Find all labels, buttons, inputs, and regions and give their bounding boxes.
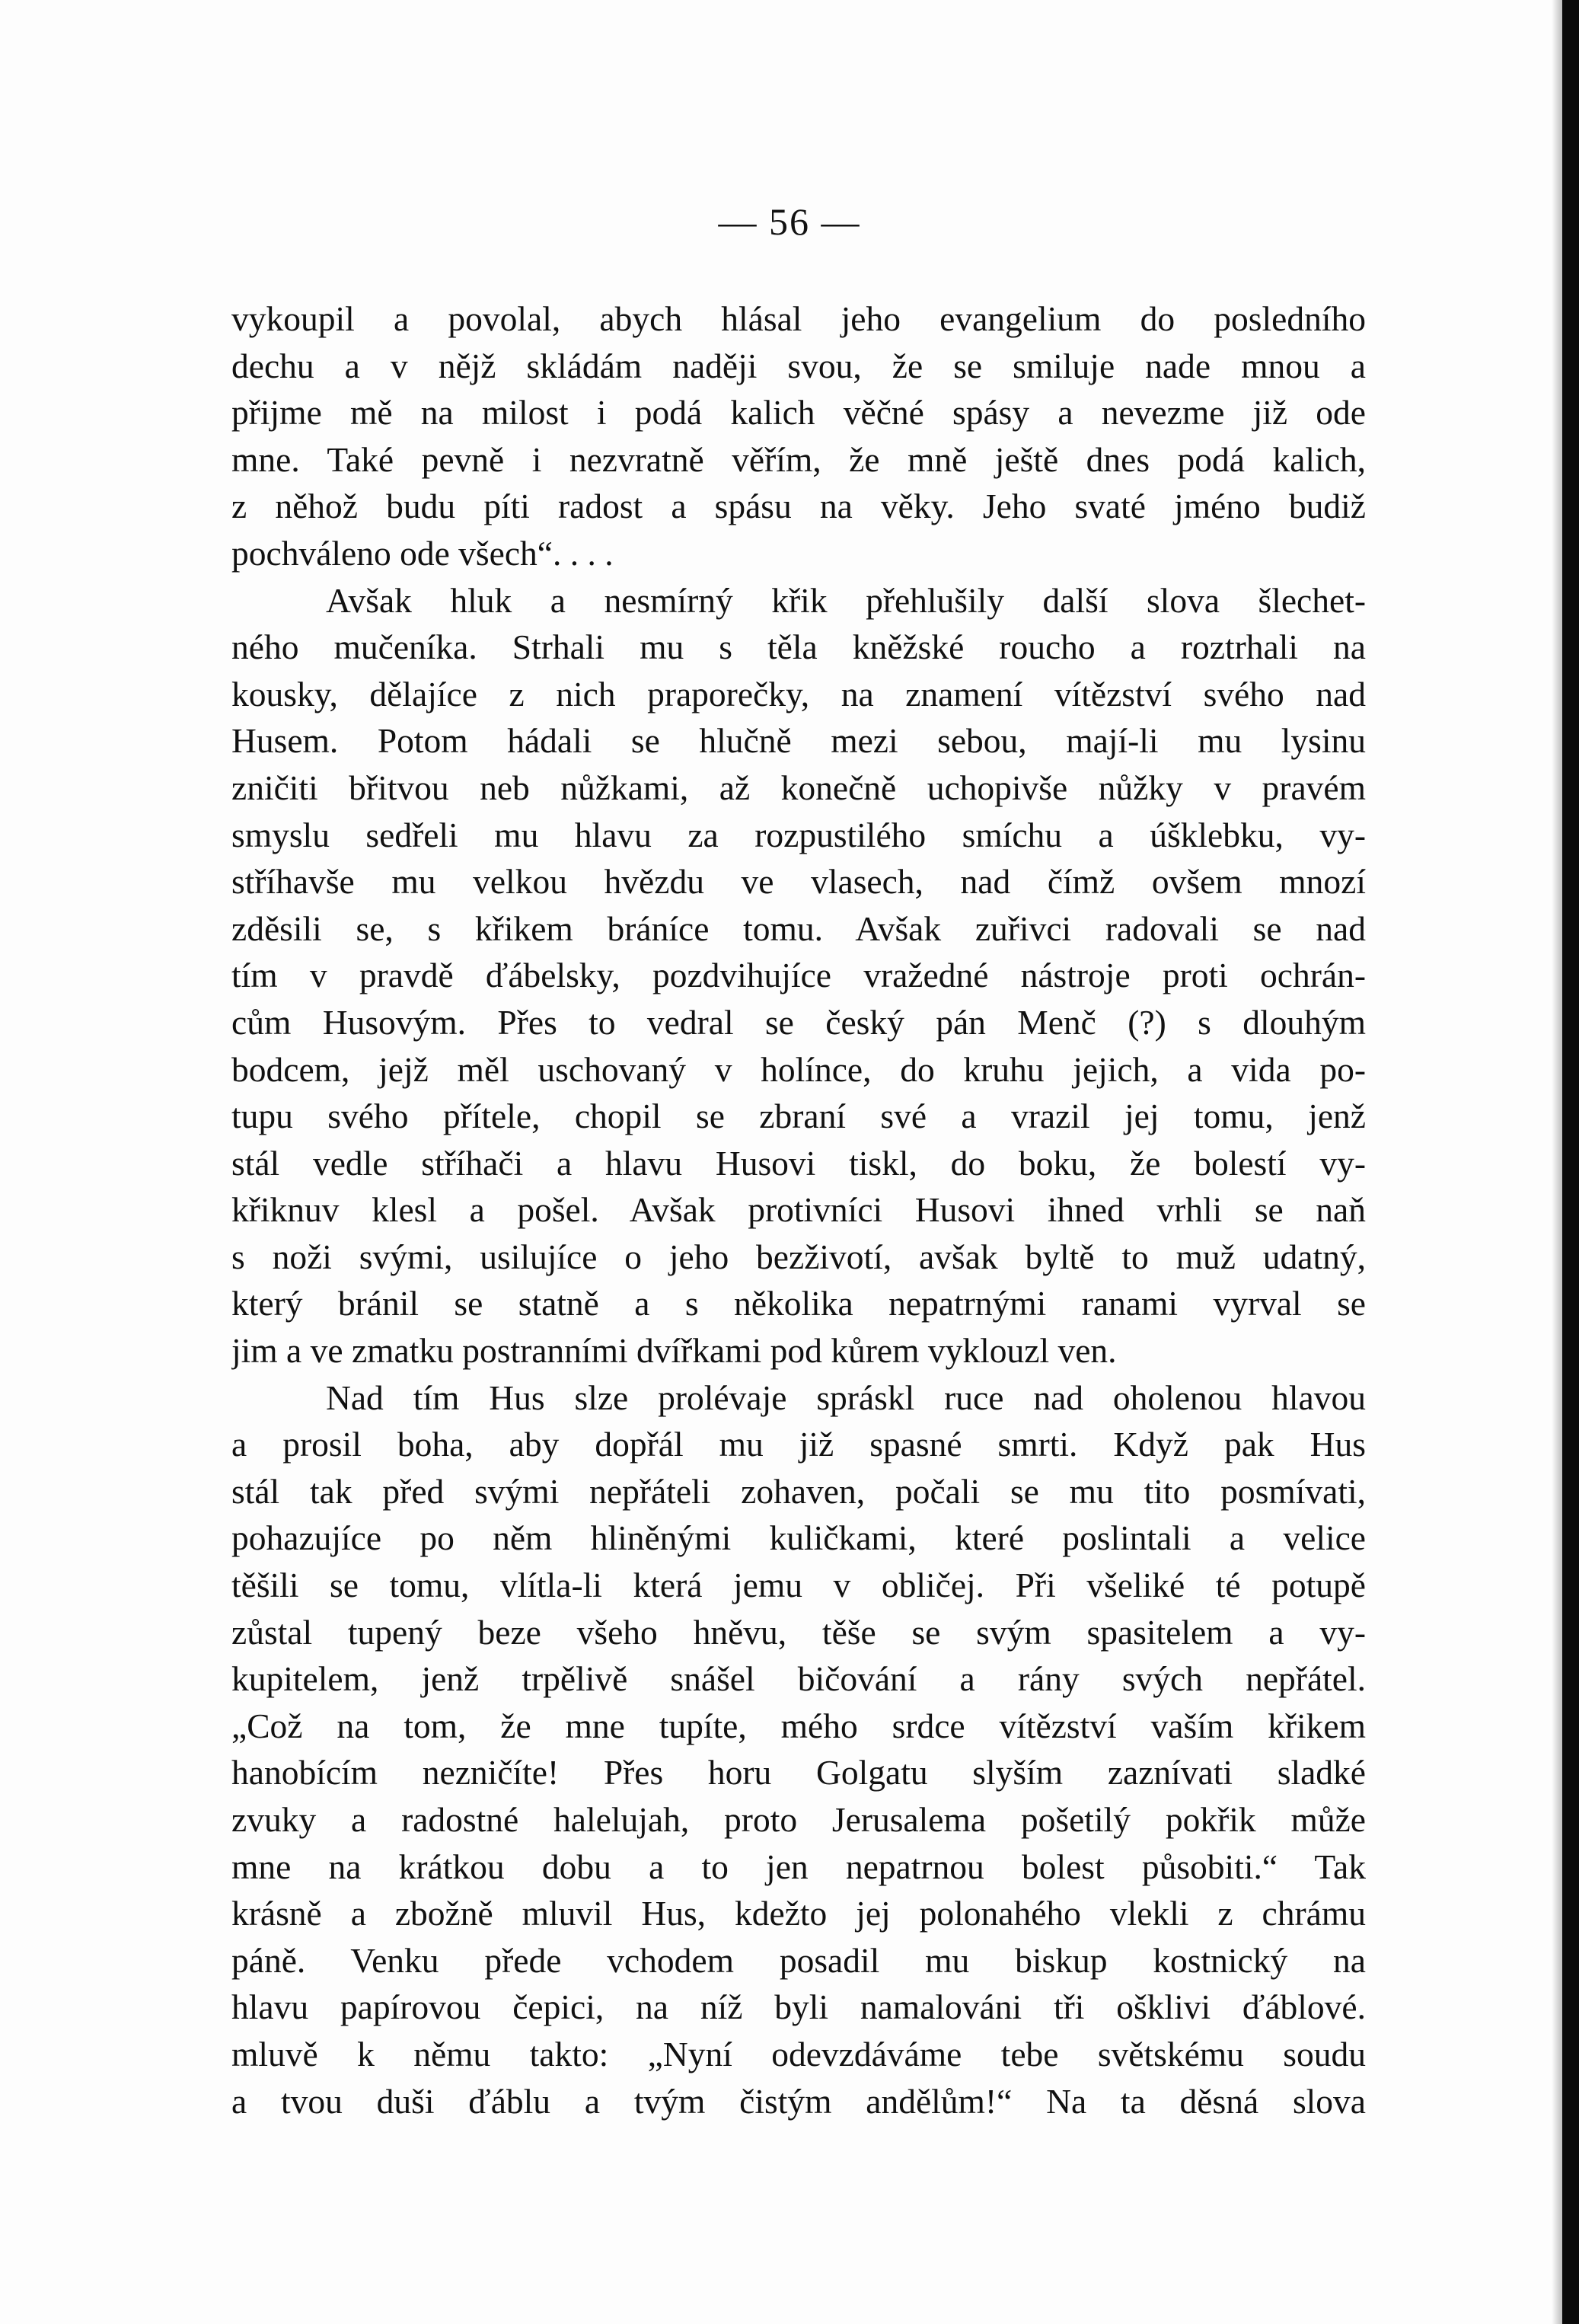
text-line: a prosil boha, aby dopřál mu již spasné smrti. Když pak Hus — [231, 1425, 1366, 1464]
text-line: křiknuv klesl a pošel. Avšak protivníci Husovi ihned vrhli se naň — [231, 1190, 1366, 1230]
text-line: pohazujíce po něm hliněnými kuličkami, které poslintali a velice — [231, 1518, 1366, 1558]
text-line: Husem. Potom hádali se hlučně mezi sebou, mají-li mu lysinu — [231, 721, 1366, 761]
text-line: „Což na tom, že mne tupíte, mého srdce vítězství vaším křikem — [231, 1706, 1366, 1745]
text-line: mne na krátkou dobu a to jen nepatrnou bolest působiti.“ Tak — [231, 1847, 1366, 1886]
text-line: vykoupil a povolal, abych hlásal jeho evangelium do posledního — [231, 299, 1366, 338]
text-line: cům Husovým. Přes to vedral se český pán Menč (?) s dlouhým — [231, 1002, 1366, 1042]
text-line: zničiti břitvou neb nůžkami, až konečně uchopivše nůžky v pravém — [231, 768, 1366, 807]
scan-border — [1562, 0, 1579, 2324]
text-line: bodcem, jejž měl uschovaný v holínce, do kruhu jejich, a vida po- — [231, 1049, 1366, 1089]
page-edge-shadow — [1552, 0, 1562, 2324]
text-line: z něhož budu píti radost a spásu na věky. Jeho svaté jméno budiž — [231, 487, 1366, 526]
text-line: mne. Také pevně i nezvratně věřím, že mně ještě dnes podá kalich, — [231, 439, 1366, 479]
text-line: kousky, dělajíce z nich praporečky, na znamení vítězství svého nad — [231, 674, 1366, 713]
text-line: stříhavše mu velkou hvězdu ve vlasech, nad čímž ovšem mnozí — [231, 862, 1366, 902]
text-line: hlavu papírovou čepici, na níž byli namalováni tři ošklivi ďáblové. — [231, 1987, 1366, 2027]
text-line: jim a ve zmatku postranními dvířkami pod kůrem vyklouzl ven. — [231, 1331, 1117, 1371]
body-text — [231, 295, 1366, 2124]
text-line: zděsili se, s křikem bráníce tomu. Avšak zuřivci radovali se nad — [231, 908, 1366, 948]
text-line: těšili se tomu, vlítla-li která jemu v obličej. Při všeliké té potupě — [231, 1566, 1366, 1605]
text-line: který bránil se statně a s několika nepatrnými ranami vyrval se — [231, 1284, 1366, 1323]
text-line: zůstal tupený beze všeho hněvu, těše se svým spasitelem a vy- — [231, 1612, 1366, 1652]
text-line: ného mučeníka. Strhali mu s těla kněžské roucho a roztrhali na — [231, 627, 1366, 667]
text-line: tím v pravdě ďábelsky, pozdvihujíce vražedné nástroje proti ochrán- — [231, 956, 1366, 995]
text-line: přijme mě na milost i podá kalich věčné spásy a nevezme již ode — [231, 393, 1366, 433]
text-line: páně. Venku přede vchodem posadil mu biskup kostnický na — [231, 1940, 1366, 1980]
page-number: — 56 — — [718, 200, 861, 243]
text-line: smyslu sedřeli mu hlavu za rozpustilého smíchu a úšklebku, vy- — [231, 815, 1366, 854]
text-line: mluvě k němu takto: „Nyní odevzdáváme tebe světskému soudu — [231, 2034, 1366, 2073]
text-line: s noži svými, usilujíce o jeho bezživotí, avšak byltě to muž udatný, — [231, 1237, 1366, 1276]
text-line: krásně a zbožně mluvil Hus, kdežto jej polonahého vlekli z chrámu — [231, 1894, 1366, 1933]
text-line: kupitelem, jenž trpělivě snášel bičování a rány svých nepřátel. — [231, 1659, 1366, 1699]
text-line: hanobícím nezničíte! Přes horu Golgatu slyším zaznívati sladké — [231, 1753, 1366, 1792]
text-line: stál tak před svými nepřáteli zohaven, počali se mu tito posmívati, — [231, 1471, 1366, 1511]
text-line: tupu svého přítele, chopil se zbraní své a vrazil jej tomu, jenž — [231, 1097, 1366, 1136]
text-line: dechu a v nějž skládám naději svou, že se smiluje nade mnou a — [231, 346, 1366, 385]
text-line: pochváleno ode všech“. . . . — [231, 533, 614, 573]
text-line: zvuky a radostné halelujah, proto Jerusalema pošetilý pokřik může — [231, 1800, 1366, 1839]
text-line: Nad tím Hus slze prolévaje spráskl ruce nad oholenou hlavou — [326, 1377, 1366, 1417]
text-line: a tvou duši ďáblu a tvým čistým andělům!“ Na ta děsná slova — [231, 2081, 1366, 2121]
text-line: Avšak hluk a nesmírný křik přehlušily další slova šlechet- — [326, 580, 1366, 620]
text-line: stál vedle stříhači a hlavu Husovi tiskl, do boku, že bolestí vy- — [231, 1143, 1366, 1183]
